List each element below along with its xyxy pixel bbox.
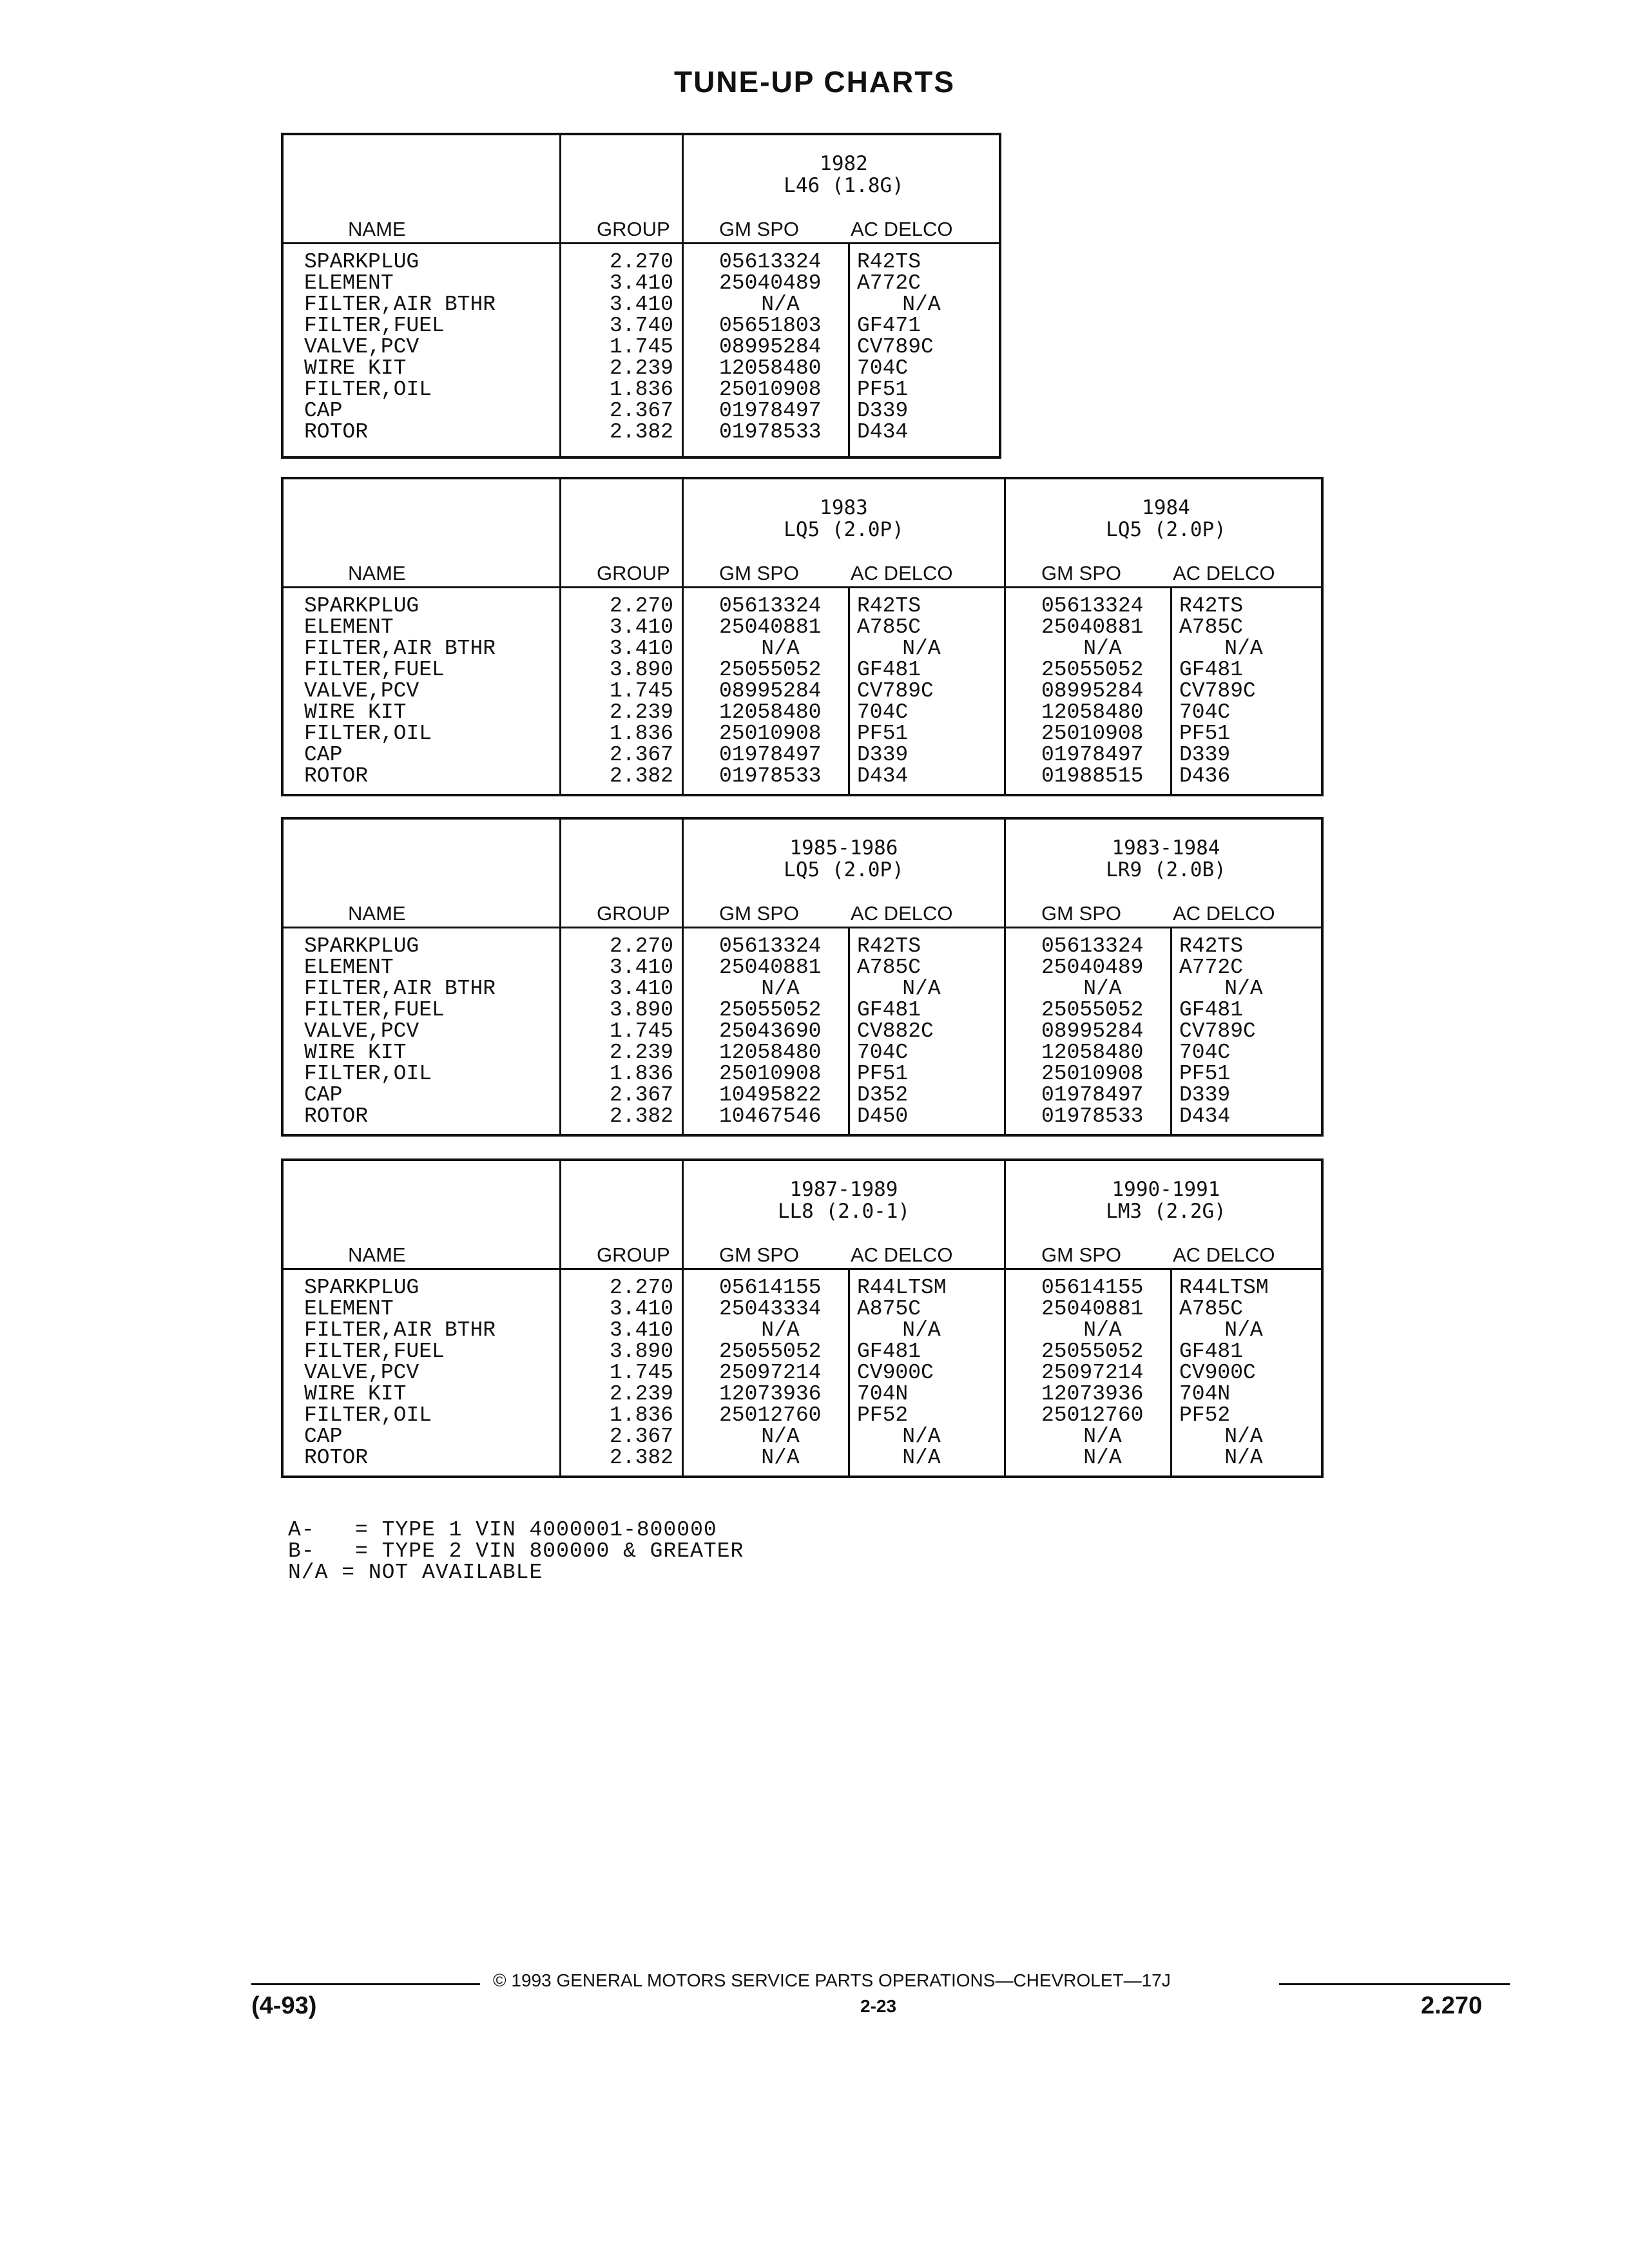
ac-delco-part-number: D352	[857, 1083, 909, 1107]
ac-delco-part-number: A772C	[1179, 956, 1244, 979]
ac-delco-part-number: GF481	[857, 998, 921, 1022]
ac-delco-part-number: N/A	[902, 293, 941, 316]
gm-spo-part-number: 25010908	[719, 722, 822, 745]
ac-delco-part-number: PF51	[1179, 722, 1231, 745]
ac-delco-part-number: 704N	[857, 1382, 909, 1406]
gm-spo-part-number: N/A	[761, 1425, 800, 1448]
column-header-gm-spo: GM SPO	[719, 1244, 800, 1266]
ac-delco-part-number: A875C	[857, 1297, 921, 1321]
gm-spo-column	[1041, 595, 1164, 787]
gm-spo-part-number: N/A	[761, 293, 800, 316]
tune-up-table	[281, 1158, 1324, 1478]
group-number: 1.745	[609, 679, 673, 703]
gm-spo-part-number: 25040881	[1041, 615, 1144, 639]
model-year: 1990-1991	[1112, 1178, 1220, 1201]
gm-spo-part-number: 12058480	[719, 700, 822, 724]
ac-delco-part-number: PF51	[857, 722, 909, 745]
ac-delco-part-number: CV789C	[857, 335, 934, 359]
group-column	[593, 595, 673, 787]
ac-delco-part-number: D436	[1179, 764, 1231, 788]
group-number: 2.367	[609, 743, 673, 767]
table-divider	[559, 135, 561, 456]
part-name: FILTER,AIR BTHR	[304, 293, 496, 316]
column-header-name: NAME	[348, 562, 406, 584]
gm-spo-part-number: 25043690	[719, 1019, 822, 1043]
gm-spo-part-number: 25055052	[1041, 1340, 1144, 1363]
group-number: 2.367	[609, 1425, 673, 1448]
footer-copyright: © 1993 GENERAL MOTORS SERVICE PARTS OPERATIONS—CHEVROLET—17J	[493, 1970, 1171, 1990]
column-header-gm-spo: GM SPO	[1041, 902, 1122, 925]
gm-spo-column	[719, 1277, 842, 1468]
gm-spo-part-number: 01978497	[1041, 1083, 1144, 1107]
part-name: FILTER,FUEL	[304, 658, 445, 682]
group-column	[593, 251, 673, 443]
table-divider	[848, 588, 850, 794]
part-name: CAP	[304, 399, 343, 423]
part-name: SPARKPLUG	[304, 594, 419, 618]
ac-delco-column	[1179, 595, 1308, 787]
gm-spo-part-number: 12073936	[719, 1382, 822, 1406]
part-name: VALVE,PCV	[304, 335, 419, 359]
header-rule	[284, 586, 1321, 588]
gm-spo-part-number: 25040881	[1041, 1297, 1144, 1321]
ac-delco-part-number: D434	[857, 420, 909, 444]
gm-spo-part-number: 25010908	[719, 1062, 822, 1086]
ac-delco-part-number: N/A	[902, 1446, 941, 1470]
ac-delco-part-number: N/A	[1224, 637, 1263, 660]
gm-spo-part-number: N/A	[761, 1318, 800, 1342]
header-rule	[284, 242, 999, 244]
gm-spo-part-number: 01978533	[719, 420, 822, 444]
gm-spo-part-number: 12058480	[719, 356, 822, 380]
ac-delco-part-number: N/A	[1224, 1318, 1263, 1342]
column-header-gm-spo: GM SPO	[719, 902, 800, 925]
gm-spo-part-number: 25012760	[1041, 1403, 1144, 1427]
table-divider	[559, 1161, 561, 1475]
ac-delco-part-number: N/A	[1224, 1446, 1263, 1470]
engine-code: L46 (1.8G)	[784, 174, 904, 197]
gm-spo-part-number: 05613324	[719, 594, 822, 618]
group-number: 1.836	[609, 722, 673, 745]
model-year: 1983-1984	[1112, 836, 1220, 860]
ac-delco-part-number: N/A	[902, 977, 941, 1001]
group-number: 2.270	[609, 1276, 673, 1300]
engine-code: LR9 (2.0B)	[1106, 858, 1226, 881]
gm-spo-part-number: 25055052	[719, 1340, 822, 1363]
part-name: FILTER,OIL	[304, 378, 432, 401]
gm-spo-part-number: 10467546	[719, 1104, 822, 1128]
gm-spo-part-number: 25010908	[719, 378, 822, 401]
part-name: FILTER,FUEL	[304, 314, 445, 338]
ac-delco-part-number: 704C	[857, 1041, 909, 1064]
column-header-gm-spo: GM SPO	[719, 218, 800, 240]
gm-spo-part-number: 05614155	[719, 1276, 822, 1300]
column-header-group: GROUP	[597, 218, 670, 240]
column-header-ac-delco: AC DELCO	[851, 218, 953, 240]
header-rule	[284, 1268, 1321, 1270]
group-number: 3.410	[609, 293, 673, 316]
gm-spo-column	[719, 251, 842, 443]
gm-spo-part-number: 25010908	[1041, 722, 1144, 745]
gm-spo-part-number: 12073936	[1041, 1382, 1144, 1406]
engine-code: LQ5 (2.0P)	[1106, 518, 1226, 541]
ac-delco-part-number: R42TS	[857, 934, 921, 958]
part-name: ELEMENT	[304, 956, 394, 979]
gm-spo-column	[719, 936, 842, 1127]
ac-delco-part-number: A785C	[857, 615, 921, 639]
gm-spo-part-number: 25055052	[1041, 998, 1144, 1022]
ac-delco-part-number: R42TS	[857, 250, 921, 274]
ac-delco-part-number: GF481	[1179, 658, 1244, 682]
ac-delco-part-number: PF51	[857, 378, 909, 401]
table-divider	[848, 244, 850, 456]
gm-spo-column	[719, 595, 842, 787]
group-number: 2.239	[609, 356, 673, 380]
ac-delco-part-number: R42TS	[1179, 594, 1244, 618]
ac-delco-part-number: R42TS	[857, 594, 921, 618]
ac-delco-part-number: PF51	[857, 1062, 909, 1086]
engine-code: LQ5 (2.0P)	[784, 858, 904, 881]
column-header-name: NAME	[348, 902, 406, 925]
gm-spo-part-number: 12058480	[1041, 700, 1144, 724]
group-number: 3.890	[609, 658, 673, 682]
ac-delco-part-number: A785C	[1179, 1297, 1244, 1321]
gm-spo-part-number: 08995284	[1041, 679, 1144, 703]
gm-spo-part-number: 25040881	[719, 615, 822, 639]
group-number: 2.270	[609, 250, 673, 274]
gm-spo-part-number: 25040489	[719, 271, 822, 295]
group-number: 3.890	[609, 1340, 673, 1363]
group-number: 2.367	[609, 1083, 673, 1107]
part-name: SPARKPLUG	[304, 1276, 419, 1300]
gm-spo-part-number: 05651803	[719, 314, 822, 338]
ac-delco-part-number: GF481	[857, 658, 921, 682]
group-number: 3.410	[609, 637, 673, 660]
gm-spo-part-number: N/A	[1083, 1318, 1122, 1342]
table-divider	[1170, 1269, 1172, 1475]
gm-spo-part-number: 12058480	[719, 1041, 822, 1064]
part-name: ROTOR	[304, 420, 369, 444]
gm-spo-part-number: 08995284	[1041, 1019, 1144, 1043]
ac-delco-column	[857, 595, 986, 787]
ac-delco-part-number: D339	[857, 743, 909, 767]
group-number: 1.836	[609, 1062, 673, 1086]
tune-up-table	[281, 133, 1001, 459]
part-name: ROTOR	[304, 1104, 369, 1128]
gm-spo-part-number: 10495822	[719, 1083, 822, 1107]
part-name: FILTER,OIL	[304, 722, 432, 745]
ac-delco-column	[1179, 1277, 1308, 1468]
group-number: 1.745	[609, 1019, 673, 1043]
ac-delco-part-number: N/A	[902, 1425, 941, 1448]
part-name: VALVE,PCV	[304, 679, 419, 703]
gm-spo-part-number: 25040489	[1041, 956, 1144, 979]
ac-delco-part-number: N/A	[902, 1318, 941, 1342]
table-divider	[848, 1269, 850, 1475]
page-title: TUNE-UP CHARTS	[673, 65, 956, 99]
part-name: FILTER,OIL	[304, 1062, 432, 1086]
part-name-column	[304, 936, 496, 1127]
model-year: 1983	[820, 496, 868, 519]
part-name: ELEMENT	[304, 1297, 394, 1321]
footer-page-number: 2-23	[860, 1996, 897, 2016]
ac-delco-part-number: GF471	[857, 314, 921, 338]
gm-spo-part-number: 05613324	[719, 250, 822, 274]
ac-delco-part-number: CV789C	[1179, 1019, 1256, 1043]
ac-delco-part-number: CV900C	[1179, 1361, 1256, 1385]
group-number: 2.239	[609, 700, 673, 724]
gm-spo-part-number: 05613324	[1041, 934, 1144, 958]
header-rule	[284, 927, 1321, 928]
group-number: 2.382	[609, 420, 673, 444]
ac-delco-part-number: PF52	[857, 1403, 909, 1427]
part-name: CAP	[304, 1083, 343, 1107]
part-name: FILTER,FUEL	[304, 998, 445, 1022]
footer-rule-right	[1279, 1983, 1510, 1985]
ac-delco-part-number: PF51	[1179, 1062, 1231, 1086]
part-name-column	[304, 1277, 496, 1468]
ac-delco-part-number: N/A	[1224, 1425, 1263, 1448]
column-header-ac-delco: AC DELCO	[851, 902, 953, 925]
ac-delco-part-number: 704C	[1179, 700, 1231, 724]
gm-spo-part-number: 01988515	[1041, 764, 1144, 788]
column-header-gm-spo: GM SPO	[1041, 562, 1122, 584]
gm-spo-part-number: N/A	[1083, 1425, 1122, 1448]
engine-code: LM3 (2.2G)	[1106, 1200, 1226, 1223]
gm-spo-part-number: N/A	[1083, 1446, 1122, 1470]
ac-delco-part-number: 704C	[1179, 1041, 1231, 1064]
column-header-name: NAME	[348, 1244, 406, 1266]
group-number: 3.890	[609, 998, 673, 1022]
footnote-na: N/A = NOT AVAILABLE	[288, 1561, 543, 1584]
footnote-b: B- = TYPE 2 VIN 800000 & GREATER	[288, 1539, 744, 1563]
table-divider	[559, 479, 561, 794]
gm-spo-part-number: 25055052	[719, 998, 822, 1022]
ac-delco-column	[857, 251, 986, 443]
gm-spo-part-number: 08995284	[719, 679, 822, 703]
ac-delco-part-number: CV789C	[857, 679, 934, 703]
ac-delco-part-number: D339	[857, 399, 909, 423]
part-name: FILTER,AIR BTHR	[304, 977, 496, 1001]
ac-delco-column	[857, 1277, 986, 1468]
ac-delco-part-number: GF481	[1179, 998, 1244, 1022]
ac-delco-part-number: R44LTSM	[857, 1276, 947, 1300]
ac-delco-part-number: CV900C	[857, 1361, 934, 1385]
table-divider	[848, 928, 850, 1134]
group-column	[593, 1277, 673, 1468]
model-year: 1984	[1142, 496, 1190, 519]
group-number: 3.740	[609, 314, 673, 338]
ac-delco-part-number: 704C	[857, 700, 909, 724]
gm-spo-column	[1041, 1277, 1164, 1468]
column-header-ac-delco: AC DELCO	[851, 1244, 953, 1266]
gm-spo-part-number: 01978497	[719, 743, 822, 767]
part-name: WIRE KIT	[304, 1382, 407, 1406]
gm-spo-part-number: N/A	[761, 637, 800, 660]
gm-spo-column	[1041, 936, 1164, 1127]
part-name: SPARKPLUG	[304, 250, 419, 274]
group-number: 3.410	[609, 615, 673, 639]
footer-date: (4-93)	[251, 1992, 317, 2019]
table-divider	[559, 820, 561, 1134]
ac-delco-part-number: A785C	[857, 956, 921, 979]
group-number: 3.410	[609, 271, 673, 295]
ac-delco-part-number: A772C	[857, 271, 921, 295]
group-number: 2.382	[609, 1446, 673, 1470]
ac-delco-part-number: GF481	[857, 1340, 921, 1363]
ac-delco-part-number: PF52	[1179, 1403, 1231, 1427]
gm-spo-part-number: 05613324	[719, 934, 822, 958]
part-name-column	[304, 251, 496, 443]
ac-delco-part-number: R42TS	[1179, 934, 1244, 958]
engine-code: LL8 (2.0-1)	[777, 1200, 911, 1223]
column-header-ac-delco: AC DELCO	[851, 562, 953, 584]
ac-delco-part-number: 704C	[857, 356, 909, 380]
column-header-ac-delco: AC DELCO	[1173, 562, 1275, 584]
group-number: 3.410	[609, 1318, 673, 1342]
ac-delco-part-number: D434	[1179, 1104, 1231, 1128]
gm-spo-part-number: N/A	[761, 977, 800, 1001]
table-divider	[1170, 588, 1172, 794]
model-year: 1985-1986	[789, 836, 898, 860]
column-header-gm-spo: GM SPO	[1041, 1244, 1122, 1266]
column-header-group: GROUP	[597, 902, 670, 925]
gm-spo-part-number: 25010908	[1041, 1062, 1144, 1086]
gm-spo-part-number: 25040881	[719, 956, 822, 979]
gm-spo-part-number: 01978497	[719, 399, 822, 423]
table-divider	[1170, 928, 1172, 1134]
tune-up-table	[281, 817, 1324, 1137]
engine-code: LQ5 (2.0P)	[784, 518, 904, 541]
column-header-gm-spo: GM SPO	[719, 562, 800, 584]
gm-spo-part-number: N/A	[1083, 637, 1122, 660]
ac-delco-part-number: CV789C	[1179, 679, 1256, 703]
ac-delco-part-number: CV882C	[857, 1019, 934, 1043]
part-name: CAP	[304, 1425, 343, 1448]
column-header-name: NAME	[348, 218, 406, 240]
group-number: 2.382	[609, 1104, 673, 1128]
ac-delco-part-number: D434	[857, 764, 909, 788]
footer-section-number: 2.270	[1421, 1992, 1483, 2019]
gm-spo-part-number: N/A	[761, 1446, 800, 1470]
ac-delco-part-number: D450	[857, 1104, 909, 1128]
group-number: 1.745	[609, 335, 673, 359]
group-number: 2.270	[609, 934, 673, 958]
group-number: 3.410	[609, 956, 673, 979]
part-name: WIRE KIT	[304, 356, 407, 380]
gm-spo-part-number: 01978533	[719, 764, 822, 788]
gm-spo-part-number: 25012760	[719, 1403, 822, 1427]
part-name: FILTER,AIR BTHR	[304, 1318, 496, 1342]
ac-delco-column	[1179, 936, 1308, 1127]
ac-delco-part-number: D339	[1179, 1083, 1231, 1107]
gm-spo-part-number: 25097214	[1041, 1361, 1144, 1385]
ac-delco-part-number: D339	[1179, 743, 1231, 767]
gm-spo-part-number: 25055052	[1041, 658, 1144, 682]
part-name: FILTER,FUEL	[304, 1340, 445, 1363]
gm-spo-part-number: 08995284	[719, 335, 822, 359]
part-name: ROTOR	[304, 1446, 369, 1470]
part-name: FILTER,AIR BTHR	[304, 637, 496, 660]
footer-rule-left	[251, 1983, 480, 1985]
gm-spo-part-number: 05613324	[1041, 594, 1144, 618]
part-name: ROTOR	[304, 764, 369, 788]
group-column	[593, 936, 673, 1127]
part-name: VALVE,PCV	[304, 1361, 419, 1385]
group-number: 2.382	[609, 764, 673, 788]
gm-spo-part-number: 25055052	[719, 658, 822, 682]
ac-delco-part-number: N/A	[1224, 977, 1263, 1001]
group-number: 2.270	[609, 594, 673, 618]
ac-delco-part-number: R44LTSM	[1179, 1276, 1269, 1300]
ac-delco-column	[857, 936, 986, 1127]
column-header-group: GROUP	[597, 1244, 670, 1266]
part-name: ELEMENT	[304, 271, 394, 295]
ac-delco-part-number: 704N	[1179, 1382, 1231, 1406]
column-header-ac-delco: AC DELCO	[1173, 1244, 1275, 1266]
model-year: 1982	[820, 152, 868, 175]
ac-delco-part-number: N/A	[902, 637, 941, 660]
footnote-a: A- = TYPE 1 VIN 4000001-800000	[288, 1518, 717, 1542]
column-header-group: GROUP	[597, 562, 670, 584]
group-number: 1.836	[609, 1403, 673, 1427]
column-header-ac-delco: AC DELCO	[1173, 902, 1275, 925]
gm-spo-part-number: 12058480	[1041, 1041, 1144, 1064]
gm-spo-part-number: 05614155	[1041, 1276, 1144, 1300]
part-name: WIRE KIT	[304, 700, 407, 724]
ac-delco-part-number: GF481	[1179, 1340, 1244, 1363]
part-name: CAP	[304, 743, 343, 767]
part-name: ELEMENT	[304, 615, 394, 639]
gm-spo-part-number: 25043334	[719, 1297, 822, 1321]
gm-spo-part-number: N/A	[1083, 977, 1122, 1001]
group-number: 3.410	[609, 1297, 673, 1321]
part-name: WIRE KIT	[304, 1041, 407, 1064]
group-number: 1.836	[609, 378, 673, 401]
part-name-column	[304, 595, 496, 787]
group-number: 2.367	[609, 399, 673, 423]
group-number: 2.239	[609, 1382, 673, 1406]
model-year: 1987-1989	[789, 1178, 898, 1201]
part-name: VALVE,PCV	[304, 1019, 419, 1043]
part-name: SPARKPLUG	[304, 934, 419, 958]
tune-up-table	[281, 477, 1324, 796]
ac-delco-part-number: A785C	[1179, 615, 1244, 639]
gm-spo-part-number: 01978497	[1041, 743, 1144, 767]
group-number: 1.745	[609, 1361, 673, 1385]
gm-spo-part-number: 01978533	[1041, 1104, 1144, 1128]
group-number: 2.239	[609, 1041, 673, 1064]
group-number: 3.410	[609, 977, 673, 1001]
part-name: FILTER,OIL	[304, 1403, 432, 1427]
gm-spo-part-number: 25097214	[719, 1361, 822, 1385]
